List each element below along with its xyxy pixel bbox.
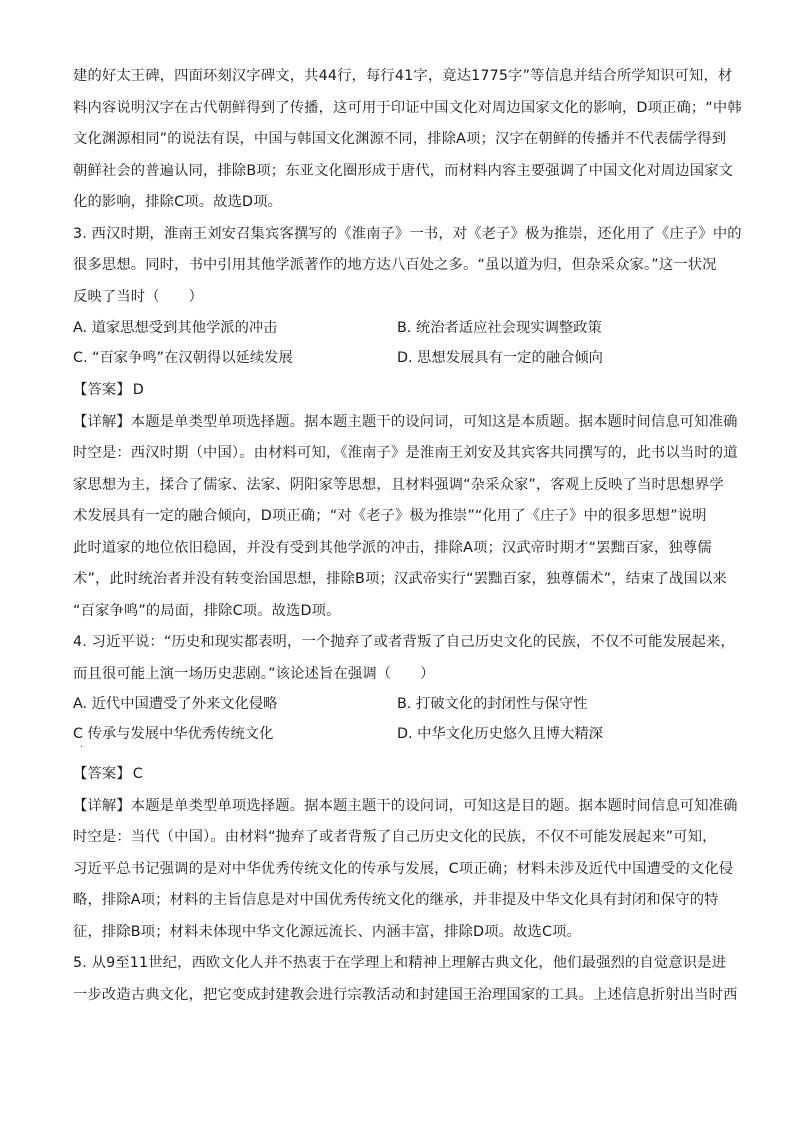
question-4-detail: 习近平总书记强调的是对中华优秀传统文化的传承与发展，C项正确；材料未涉及近代中国遭受的文化侵 <box>73 861 734 877</box>
text-line: 化的影响，排除C项。故选D项。 <box>73 194 283 210</box>
question-3-stem: 反映了当时（ ） <box>73 289 204 305</box>
question-4-stem: 4. 习近平说：“历史和现实都表明，一个抛弃了或者背叛了自己历史文化的民族，不仅不可能发展起来， <box>73 634 735 650</box>
question-3-detail: 术”，此时统治者并没有转变治国思想，排除B项；汉武帝实行“罢黜百家，独尊儒术”，结束了战国以来 <box>73 571 727 587</box>
question-4-detail: 【详解】本题是单类型单项选择题。据本题主题干的设问词，可知这是目的题。据本题时间信息可知准确 <box>73 798 738 814</box>
question-3-option-b: B. 统治者适应社会现实调整政策 <box>397 320 602 336</box>
question-4-detail: 时空是：当代（中国）。由材料“抛弃了或者背叛了自己历史文化的民族，不仅不可能发展起来”可知， <box>73 829 717 845</box>
question-4-option-b: B. 打破文化的封闭性与保守性 <box>397 696 588 712</box>
text-line: 建的好太王碑，四面环刻汉字碑文，共44行，每行41字，竟达1775字”等信息并结合所学知识可知，材 <box>73 68 733 84</box>
question-3-detail: 时空是：西汉时期（中国）。由材料可知，《淮南子》是淮南王刘安及其宾客共同撰写的，此书以当时的道 <box>73 445 738 461</box>
question-3-option-d: D. 思想发展具有一定的融合倾向 <box>397 350 603 366</box>
question-4-option-a: A. 近代中国遭受了外来文化侵略 <box>73 696 278 712</box>
question-3-detail: “百家争鸣”的局面，排除C项。故选D项。 <box>73 603 341 619</box>
question-4-stem: 而且很可能上演一场历史悲剧。”该论述旨在强调（ ） <box>73 666 435 682</box>
question-4-answer <box>73 764 725 784</box>
question-4-detail: 征，排除B项；材料未体现中华文化源远流长、内涵丰富，排除D项。故选C项。 <box>73 924 581 940</box>
question-3-detail: 家思想为主，揉合了儒家、法家、阴阳家等思想，且材料强调“杂采众家”，客观上反映了当时思想界学 <box>73 477 724 493</box>
question-5-stem: 5. 从9至11世纪，西欧文化人并不热衷于在学理上和精神上理解古典文化，他们最强烈的自觉意识是进 <box>73 955 727 971</box>
stray-mark: · <box>80 742 84 753</box>
answer-value: D <box>132 382 144 398</box>
question-3-stem: 3. 西汉时期，淮南王刘安召集宾客撰写的《淮南子》一书，对《老子》极为推崇，还化用了《庄子》中的 <box>73 226 742 242</box>
answer-value: C <box>132 766 143 782</box>
question-3-detail: 术发展具有一定的融合倾向，D项正确；“对《老子》极为推崇”“化用了《庄子》中的很多思想”说明 <box>73 508 707 524</box>
answer-tag: 【答案】 <box>73 766 131 782</box>
question-3-detail: 此时道家的地位依旧稳固，并没有受到其他学派的冲击，排除A项；汉武帝时期才“罢黜百家，独尊儒 <box>73 540 712 556</box>
text-line: 朝鲜社会的普遍认同，排除B项；东亚文化圈形成于唐代，而材料内容主要强调了中国文化对周边国家文 <box>73 163 734 179</box>
question-5-stem: 一步改造古典文化，把它变成封建教会进行宗教活动和封建国王治理国家的工具。上述信息折射出当时西 <box>73 987 738 1003</box>
question-3-option-c: C. “百家争鸣”在汉朝得以延续发展 <box>73 350 293 366</box>
question-4-option-c: C 传承与发展中华优秀传统文化 <box>73 726 274 742</box>
question-3-option-a: A. 道家思想受到其他学派的冲击 <box>73 320 278 336</box>
question-4-detail: 略，排除A项；材料的主旨信息是对中国优秀传统文化的继承，并非提及中华文化具有封闭和保守的特 <box>73 892 719 908</box>
text-line: 料内容说明汉字在古代朝鲜得到了传播，这可用于印证中国文化对周边国家文化的影响，D项正确；“中韩 <box>73 100 742 116</box>
answer-tag: 【答案】 <box>73 382 131 398</box>
text-line: 文化渊源相同”的说法有误，中国与韩国文化渊源不同，排除A项；汉字在朝鲜的传播并不代表儒学得到 <box>73 131 727 147</box>
question-3-answer <box>73 380 725 400</box>
question-4-option-d: D. 中华文化历史悠久且博大精深 <box>397 726 603 742</box>
question-3-stem: 很多思想。同时，书中引用其他学派著作的地方达八百处之多。“虽以道为归，但杂采众家。”这一状况 <box>73 257 717 273</box>
question-3-detail: 【详解】本题是单类型单项选择题。据本题主题干的设问词，可知这是本质题。据本题时间信息可知准确 <box>73 414 738 430</box>
